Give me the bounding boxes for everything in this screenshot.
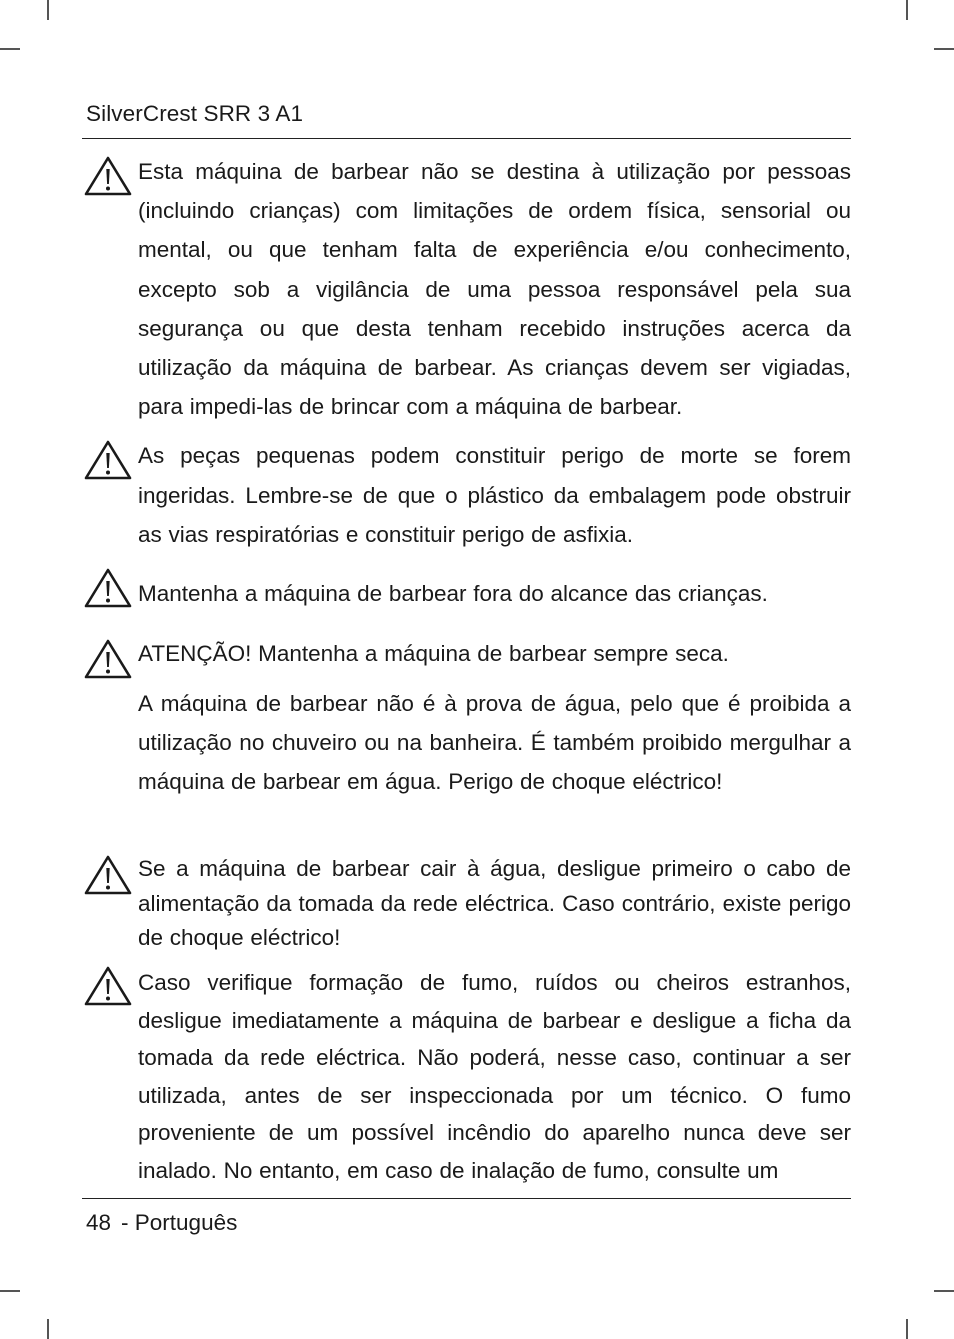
footer-language: - Português <box>121 1210 238 1235</box>
warning-triangle-icon <box>84 639 132 679</box>
page-header-title: SilverCrest SRR 3 A1 <box>86 101 304 126</box>
crop-mark <box>934 48 954 50</box>
warning-triangle-icon <box>84 440 132 480</box>
crop-mark <box>47 1319 49 1339</box>
page-number: 48 <box>86 1210 112 1235</box>
warning-text: ATENÇÃO! Mantenha a máquina de barbear sempre seca. <box>138 641 729 666</box>
warning-text: Se a máquina de barbear cair à água, desligue primeiro o cabo de alimentação da tomada da rede eléctrica. Caso contrário, existe perigo de choque eléctrico! <box>138 856 851 950</box>
warning-triangle-icon <box>84 966 132 1006</box>
crop-mark <box>0 1290 20 1292</box>
warning-text: Caso verifique formação de fumo, ruídos ou cheiros estranhos, desligue imediatamente a máquina de barbear e desligue a ficha da tomada da rede eléctrica. Não poderá, nesse caso, continuar a ser utilizada, antes de ser inspeccionada por um técnico. O fumo proveniente de um possível incêndio do aparelho nunca deve ser inalado. No entanto, em caso de inalação de fumo, consulte um <box>138 970 851 1183</box>
warning-triangle-icon <box>84 568 132 608</box>
warning-text: Esta máquina de barbear não se destina à utilização por pessoas (incluindo crianças) com limitações de ordem física, sensorial ou mental, ou que tenham falta de experiência e/ou conhecimento, excepto sob a vigilância de uma pessoa responsável pela sua segurança ou que desta tenham recebido instruções acerca da utilização da máquina de barbear. As crianças devem ser vigiadas, para impedi-las de brincar com a máquina de barbear. <box>138 159 851 420</box>
warning-triangle-icon <box>84 855 132 895</box>
warning-text: As peças pequenas podem constituir perigo de morte se forem ingeridas. Lembre-se de que o plástico da embalagem pode obstruir as vias respiratórias e constituir perigo de asfixia. <box>138 443 851 547</box>
footer-rule <box>82 1198 851 1199</box>
crop-mark <box>906 1319 908 1339</box>
warning-text: Mantenha a máquina de barbear fora do alcance das crianças. <box>138 581 768 606</box>
header-rule <box>82 138 851 139</box>
crop-mark <box>906 0 908 20</box>
crop-mark <box>47 0 49 20</box>
warning-triangle-icon <box>84 156 132 196</box>
warning-text: A máquina de barbear não é à prova de água, pelo que é proibida a utilização no chuveiro ou na banheira. É também proibido mergulhar a máquina de barbear em água. Perigo de choque eléctrico! <box>138 691 851 795</box>
crop-mark <box>934 1290 954 1292</box>
page-footer <box>86 1208 237 1238</box>
crop-mark <box>0 48 20 50</box>
